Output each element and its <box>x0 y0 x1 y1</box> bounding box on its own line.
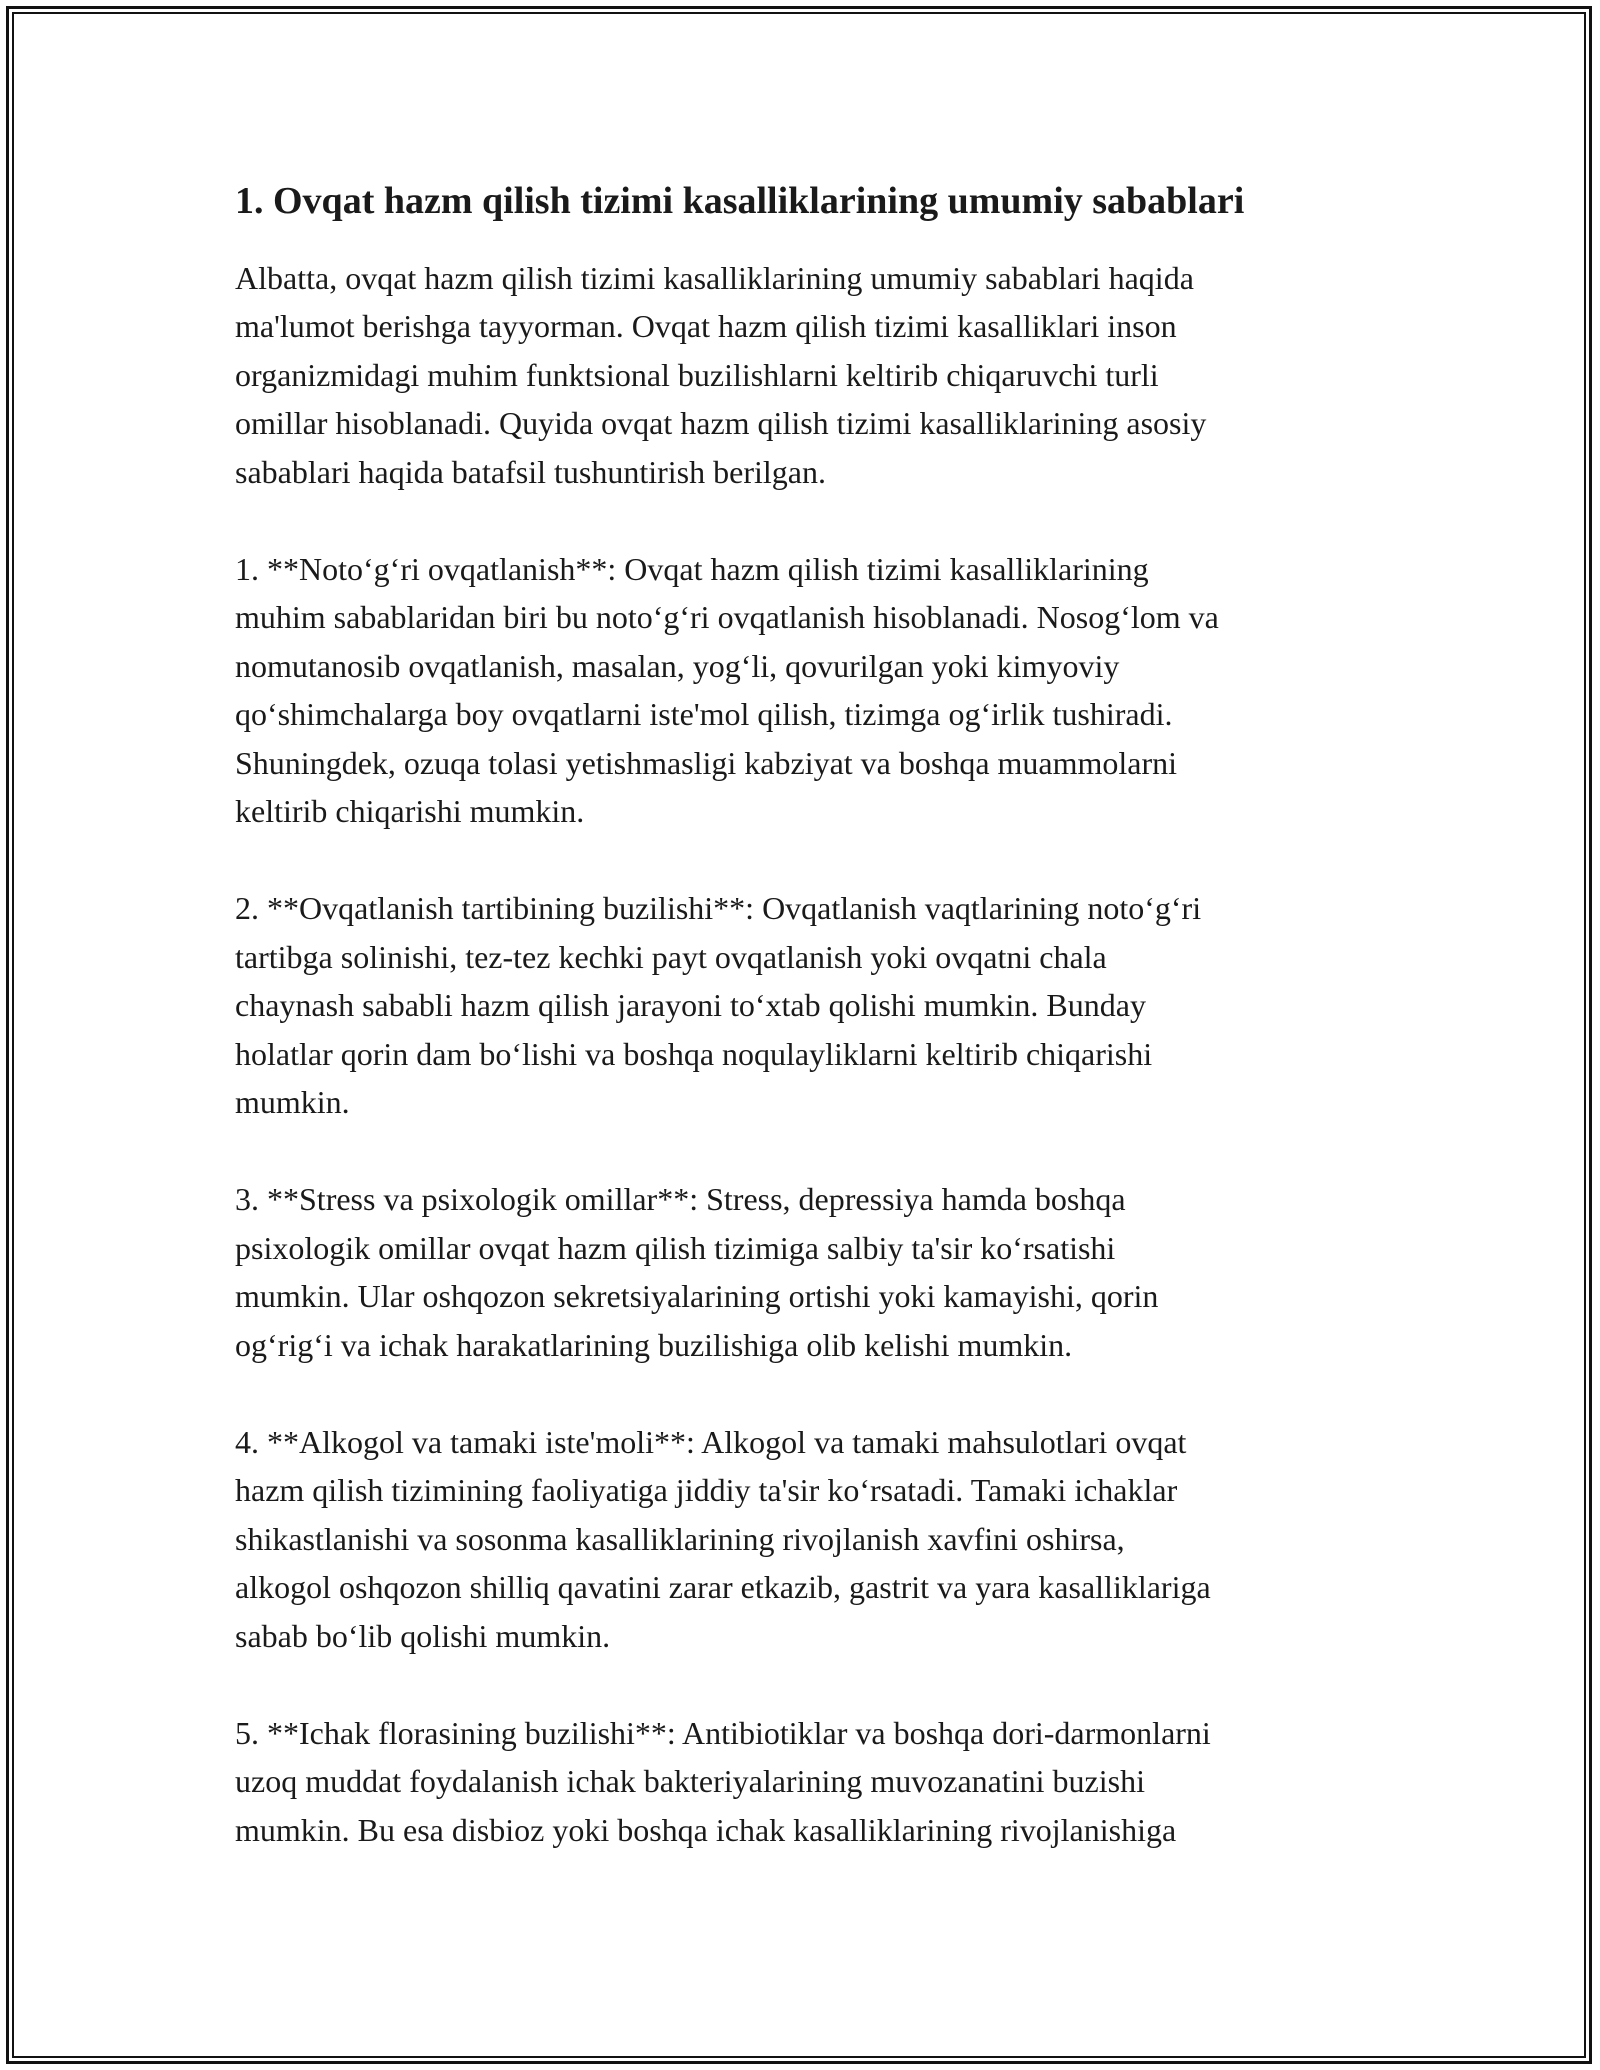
document-body <box>235 178 1380 1903</box>
cause-paragraph-gut-flora: 5. **Ichak florasining buzilishi**: Antibiotiklar va boshqa dori-darmonlarni uzoq muddat foydalanish ichak bakteriyalarining muvozanatini buzishi mumkin. Bu esa disbioz yoki boshqa ichak kasalliklarining rivojlanishiga <box>235 1714 1211 1848</box>
section-heading: 1. Ovqat hazm qilish tizimi kasalliklarining umumiy sabablari <box>235 180 1245 222</box>
cause-paragraph-stress: 3. **Stress va psixologik omillar**: Stress, depressiya hamda boshqa psixologik omillar ovqat hazm qilish tizimiga salbiy ta'sir ko‘rsatishi mumkin. Ular oshqozon sekretsiyalarining ortishi yoki kamayishi, qorin og‘rig‘i va ichak harakatlarining buzilishiga olib kelishi mumkin. <box>235 1181 1159 1363</box>
cause-paragraph-alcohol-tobacco: 4. **Alkogol va tamaki iste'moli**: Alkogol va tamaki mahsulotlari ovqat hazm qilish tizimining faoliyatiga jiddiy ta'sir ko‘rsatadi. Tamaki ichaklar shikastlanishi va sosonma kasalliklarining rivojlanish xavfini oshirsa, alkogol oshqozon shilliq qavatini zarar etkazib, gastrit va yara kasalliklariga sabab bo‘lib qolishi mumkin. <box>235 1423 1211 1654</box>
intro-paragraph: Albatta, ovqat hazm qilish tizimi kasalliklarining umumiy sabablari haqida ma'lumot berishga tayyorman. Ovqat hazm qilish tizimi kasalliklari inson organizmidagi muhim funktsional buzilishlarni keltirib chiqaruvchi turli omillar hisoblanadi. Quyida ovqat hazm qilish tizimi kasalliklarining asosiy sabablari haqida batafsil tushuntirish berilgan. <box>235 259 1207 490</box>
cause-paragraph-eating-schedule: 2. **Ovqatlanish tartibining buzilishi**: Ovqatlanish vaqtlarining noto‘g‘ri tartibga solinishi, tez-tez kechki payt ovqatlanish yoki ovqatni chala chaynash sababli hazm qilish jarayoni to‘xtab qolishi mumkin. Bunday holatlar qorin dam bo‘lishi va boshqa noqulayliklarni keltirib chiqarishi mumkin. <box>235 890 1202 1120</box>
cause-paragraph-improper-nutrition: 1. **Noto‘g‘ri ovqatlanish**: Ovqat hazm qilish tizimi kasalliklarining muhim sabablaridan biri bu noto‘g‘ri ovqatlanish hisoblanadi. Nosog‘lom va nomutanosib ovqatlanish, masalan, yog‘li, qovurilgan yoki kimyoviy qo‘shimchalarga boy ovqatlarni iste'mol qilish, tizimga og‘irlik tushiradi. Shuningdek, ozuqa tolasi yetishmasligi kabziyat va boshqa muammolarni keltirib chiqarishi mumkin. <box>235 550 1219 829</box>
